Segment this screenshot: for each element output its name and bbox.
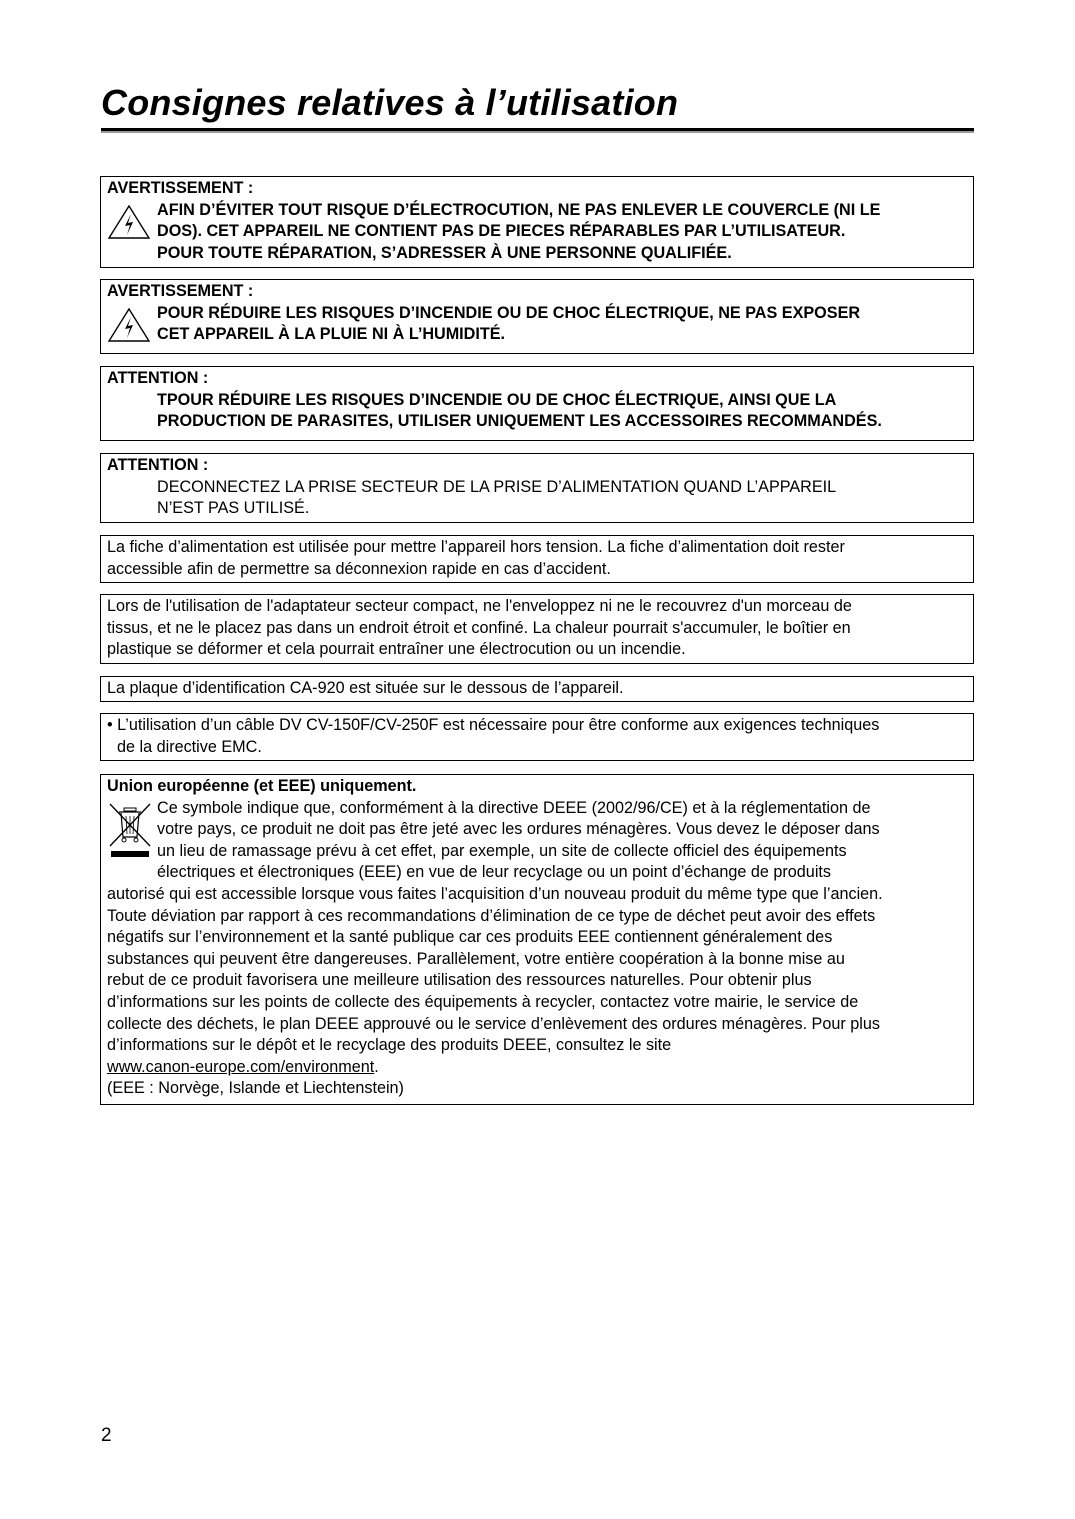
canon-environment-link[interactable]: www.canon-europe.com/environment (107, 1057, 375, 1076)
warning-line: POUR RÉDUIRE LES RISQUES D’INCENDIE OU DE CHOC ÉLECTRIQUE, NE PAS EXPOSER (157, 303, 861, 322)
weee-line: rebut de ce produit favorisera une meilleure utilisation des ressources naturelles. Pour obtenir plus (107, 971, 812, 990)
warning-line: CET APPAREIL À LA PLUIE NI À L’HUMIDITÉ. (157, 325, 506, 344)
weee-link-line (107, 1057, 967, 1079)
note-line: tissus, et ne le placez pas dans un endroit étroit et confiné. La chaleur pourrait s'accumuler, le boîtier en (107, 618, 851, 637)
attention-text (107, 477, 967, 520)
weee-box (100, 774, 974, 1105)
weee-line: substances qui peuvent être dangereuses. Parallèlement, votre entière coopération à la bonne mise au (107, 949, 845, 968)
note-line: La fiche d’alimentation est utilisée pour mettre l’appareil hors tension. La fiche d’alimentation doit rester (107, 538, 845, 556)
note-line: • L’utilisation d’un câble DV CV-150F/CV-250F est nécessaire pour être conforme aux exigences techniques (107, 716, 880, 734)
warning-line: POUR TOUTE RÉPARATION, S’ADRESSER À UNE PERSONNE QUALIFIÉE. (157, 243, 732, 262)
warning-heading: AVERTISSEMENT : (107, 179, 254, 197)
electric-shock-warning-icon (107, 307, 151, 343)
title-rule-shadow (101, 131, 974, 133)
weee-line: votre pays, ce produit ne doit pas être jeté avec les ordures ménagères. Vous devez le déposer dans (157, 820, 880, 839)
weee-intro (107, 798, 967, 884)
attention-heading: ATTENTION : (107, 456, 209, 474)
page-number: 2 (101, 1425, 112, 1446)
warning-box-electrocution (100, 176, 974, 268)
note-line: de la directive EMC. (117, 737, 262, 756)
note-line: La plaque d’identification CA-920 est située sur le dessous de l’appareil. (107, 679, 624, 697)
note-line: Lors de l'utilisation de l'adaptateur secteur compact, ne l'enveloppez ni ne le recouvrez d'un morceau de (107, 597, 852, 615)
weee-line: d’informations sur les points de collecte des équipements à recycler, contactez votre mairie, le service de (107, 992, 859, 1011)
warning-heading: AVERTISSEMENT : (107, 282, 254, 300)
weee-footer: (EEE : Norvège, Islande et Liechtenstein) (107, 1079, 404, 1098)
weee-line: négatifs sur l’environnement et la santé publique car ces produits EEE contiennent généralement des (107, 928, 833, 947)
warning-text (107, 303, 967, 346)
dv-cable-note (100, 713, 974, 761)
weee-line: collecte des déchets, le plan DEEE approuvé ou le service d’enlèvement des ordures ménagères. Pour plus (107, 1014, 880, 1033)
page-title: Consignes relatives à l’utilisation (101, 82, 679, 123)
weee-heading: Union européenne (et EEE) uniquement. (107, 777, 417, 795)
warning-box-moisture (100, 279, 974, 354)
attention-line: DECONNECTEZ LA PRISE SECTEUR DE LA PRISE D’ALIMENTATION QUAND L’APPAREIL (157, 477, 837, 496)
attention-box-accessories (100, 366, 974, 441)
weee-line: un lieu de ramassage prévu à cet effet, par exemple, un site de collecte officiel des équipements (157, 841, 847, 860)
adapter-note (100, 594, 974, 664)
link-suffix: . (374, 1057, 379, 1076)
id-plate-note (100, 676, 974, 702)
attention-line: PRODUCTION DE PARASITES, UTILISER UNIQUEMENT LES ACCESSOIRES RECOMMANDÉS. (157, 412, 882, 431)
note-line: accessible afin de permettre sa déconnexion rapide en cas d’accident. (107, 559, 611, 578)
weee-line: autorisé qui est accessible lorsque vous faites l’acquisition d’un nouveau produit du même type que l’ancien. (107, 884, 883, 903)
weee-line: Toute déviation par rapport à ces recommandations d’élimination de ce type de déchet peut avoir des effets (107, 906, 876, 925)
attention-text (107, 390, 967, 433)
weee-line: Ce symbole indique que, conformément à la directive DEEE (2002/96/CE) et à la réglementation de (157, 798, 871, 817)
attention-box-disconnect (100, 453, 974, 523)
electric-shock-warning-icon (107, 204, 151, 240)
weee-line: électriques et électroniques (EEE) en vue de leur recyclage ou un point d’échange de produits (157, 863, 832, 882)
warning-line: AFIN D’ÉVITER TOUT RISQUE D’ÉLECTROCUTION, NE PAS ENLEVER LE COUVERCLE (NI LE (157, 200, 881, 219)
power-plug-note (100, 535, 974, 583)
attention-heading: ATTENTION : (107, 369, 209, 387)
attention-line: N’EST PAS UTILISÉ. (157, 499, 310, 518)
warning-line: DOS). CET APPAREIL NE CONTIENT PAS DE PIECES RÉPARABLES PAR L’UTILISATEUR. (157, 222, 846, 241)
attention-line: TPOUR RÉDUIRE LES RISQUES D’INCENDIE OU DE CHOC ÉLECTRIQUE, AINSI QUE LA (157, 390, 837, 409)
weee-line: d’informations sur le dépôt et le recyclage des produits DEEE, consultez le site (107, 1036, 672, 1055)
note-line: plastique se déformer et cela pourrait entraîner une électrocution ou un incendie. (107, 640, 686, 659)
crossed-out-bin-icon (107, 801, 153, 859)
warning-text (107, 200, 967, 265)
